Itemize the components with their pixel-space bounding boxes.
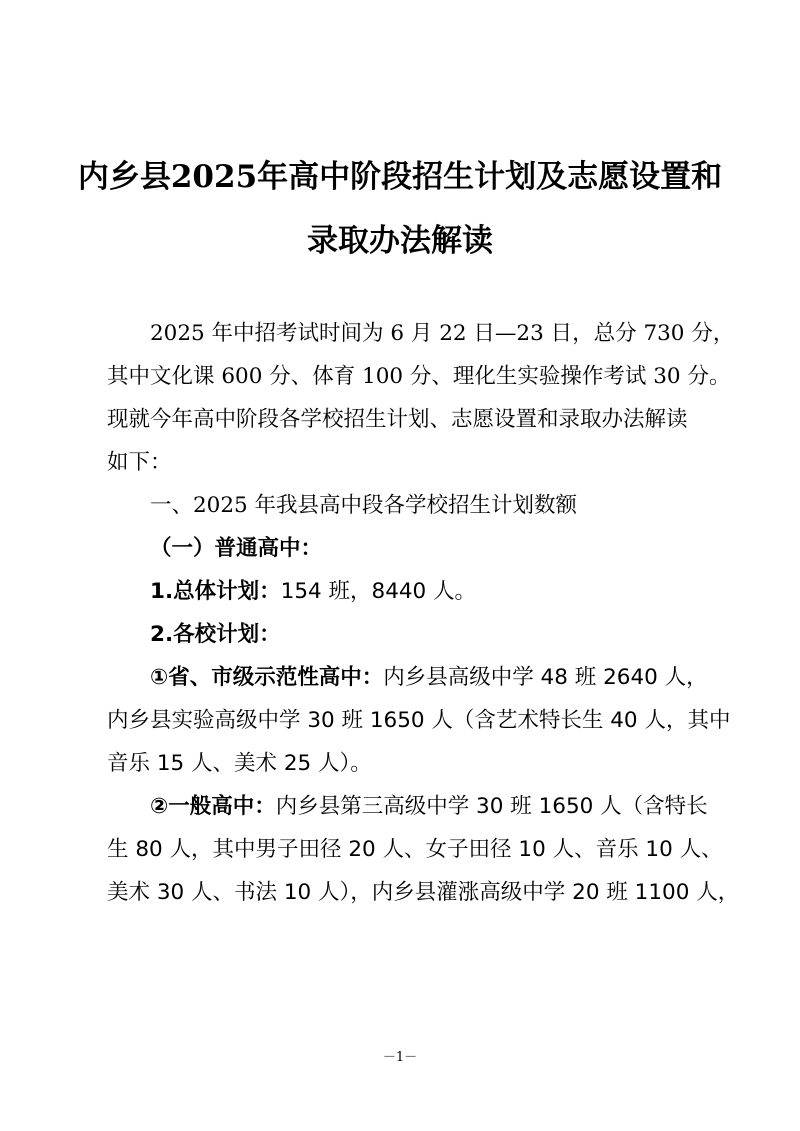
- school-a-line-3: 音乐 15 人、美术 25 人）。: [107, 751, 372, 776]
- intro-line-3: 现就今年高中阶段各学校招生计划、志愿设置和录取办法解读: [107, 407, 688, 432]
- school-a-line-2: 内乡县实验高级中学 30 班 1650 人（含艺术特长生 40 人，其中: [107, 708, 731, 733]
- school-a-line-1-text: 内乡县高级中学 48 班 2640 人，: [383, 665, 708, 690]
- school-a-label: ①省、市级示范性高中：: [150, 665, 384, 690]
- item-overall-plan-label: 1.总体计划：: [150, 579, 281, 604]
- school-plan-demonstration: [107, 656, 731, 785]
- document-title-line-1: 内乡县2025年高中阶段招生计划及志愿设置和: [77, 159, 723, 195]
- school-b-line-3: 美术 30 人、书法 10 人），内乡县灌涨高级中学 20 班 1100 人，: [107, 880, 740, 905]
- intro-line-1: 2025 年中招考试时间为 6 月 22 日—23 日，总分 730 分，: [150, 321, 735, 346]
- school-a-line-1: [107, 656, 707, 699]
- school-b-line-2: 生 80 人，其中男子田径 20 人、女子田径 10 人、音乐 10 人、: [107, 837, 723, 862]
- page-number: －1－: [382, 1050, 418, 1065]
- school-b-line-1-text: 内乡县第三高级中学 30 班 1650 人（含特长: [275, 794, 708, 819]
- intro-line-2: 其中文化课 600 分、体育 100 分、理化生实验操作考试 30 分。: [107, 364, 731, 389]
- item-overall-plan-text: 154 班，8440 人。: [280, 579, 477, 604]
- item-overall-plan: [107, 570, 707, 613]
- item-school-plan-label: 2.各校计划：: [150, 622, 281, 647]
- document-title-line-2: 录取办法解读: [307, 223, 493, 259]
- intro-line-4: 如下：: [107, 450, 172, 475]
- intro-paragraph: [107, 312, 735, 484]
- school-b-label: ②一般高中：: [150, 794, 276, 819]
- school-plan-general: [107, 785, 740, 914]
- document-body: [107, 312, 740, 914]
- section-heading-1: 一、2025 年我县高中段各学校招生计划数额: [150, 493, 578, 518]
- school-b-line-1: [107, 785, 707, 828]
- subsection-heading-general-high-school: （一）普通高中：: [150, 536, 323, 561]
